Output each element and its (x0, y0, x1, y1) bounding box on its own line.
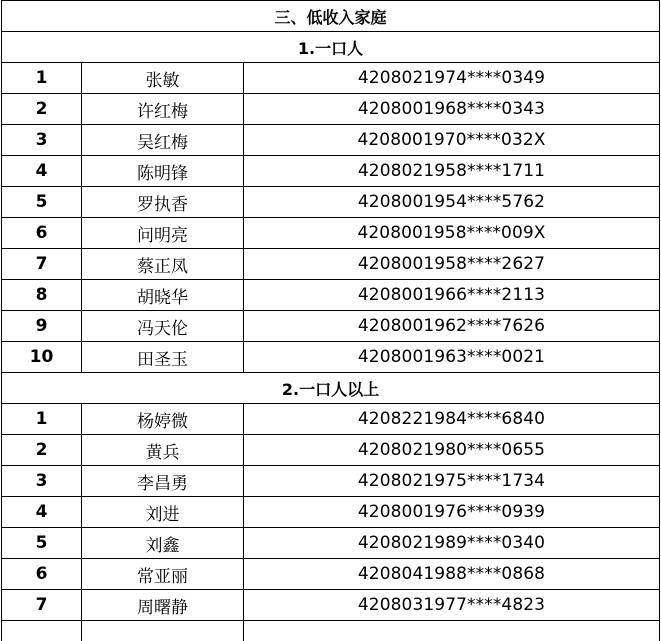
empty-cell (82, 621, 244, 641)
table-row (2, 311, 660, 342)
row-number: 4 (2, 497, 82, 528)
id-number: 4208001976****0939 (244, 497, 660, 528)
table-row (2, 342, 660, 373)
table-row (2, 404, 660, 435)
id-number: 4208021974****0349 (244, 63, 660, 94)
person-name: 冯天伦 (82, 311, 244, 342)
table-row (2, 249, 660, 280)
id-number: 4208001958****2627 (244, 249, 660, 280)
table-row (2, 218, 660, 249)
table-row (2, 528, 660, 559)
person-name: 陈明锋 (82, 156, 244, 187)
row-number: 1 (2, 63, 82, 94)
table-row (2, 497, 660, 528)
id-number: 4208221984****6840 (244, 404, 660, 435)
section-heading: 2.一口人以上 (2, 373, 660, 404)
row-number: 2 (2, 94, 82, 125)
table-title-row (2, 1, 660, 32)
row-number: 7 (2, 590, 82, 621)
id-number: 4208001962****7626 (244, 311, 660, 342)
person-name: 刘鑫 (82, 528, 244, 559)
person-name: 李昌勇 (82, 466, 244, 497)
table-row (2, 94, 660, 125)
person-name: 吴红梅 (82, 125, 244, 156)
row-number: 9 (2, 311, 82, 342)
table-row (2, 63, 660, 94)
table-row (2, 466, 660, 497)
id-number: 4208001970****032X (244, 125, 660, 156)
person-name: 黄兵 (82, 435, 244, 466)
id-number: 4208041988****0868 (244, 559, 660, 590)
person-name: 周曙静 (82, 590, 244, 621)
table-row (2, 280, 660, 311)
person-name: 问明亮 (82, 218, 244, 249)
id-number: 4208001958****009X (244, 218, 660, 249)
person-name: 常亚丽 (82, 559, 244, 590)
section-heading-row (2, 373, 660, 404)
id-number: 4208021980****0655 (244, 435, 660, 466)
table-title: 三、低收入家庭 (2, 1, 660, 32)
low-income-household-table (1, 0, 660, 641)
id-number: 4208031977****4823 (244, 590, 660, 621)
person-name: 杨婷微 (82, 404, 244, 435)
person-name: 许红梅 (82, 94, 244, 125)
table-row (2, 559, 660, 590)
row-number: 3 (2, 466, 82, 497)
person-name: 胡晓华 (82, 280, 244, 311)
person-name: 田圣玉 (82, 342, 244, 373)
table-body (2, 1, 660, 641)
row-number: 7 (2, 249, 82, 280)
person-name: 刘进 (82, 497, 244, 528)
table-row (2, 187, 660, 218)
empty-cell (2, 621, 82, 641)
row-number: 1 (2, 404, 82, 435)
row-number: 5 (2, 187, 82, 218)
table-row (2, 156, 660, 187)
id-number: 4208001963****0021 (244, 342, 660, 373)
table-row (2, 435, 660, 466)
table-row (2, 590, 660, 621)
table-row-partial (2, 621, 660, 641)
id-number: 4208001966****2113 (244, 280, 660, 311)
row-number: 4 (2, 156, 82, 187)
id-number: 4208021975****1734 (244, 466, 660, 497)
person-name: 蔡正凤 (82, 249, 244, 280)
row-number: 6 (2, 559, 82, 590)
row-number: 10 (2, 342, 82, 373)
row-number: 5 (2, 528, 82, 559)
id-number: 4208001968****0343 (244, 94, 660, 125)
section-heading-row (2, 32, 660, 63)
person-name: 张敏 (82, 63, 244, 94)
person-name: 罗执香 (82, 187, 244, 218)
table-row (2, 125, 660, 156)
row-number: 3 (2, 125, 82, 156)
row-number: 8 (2, 280, 82, 311)
section-heading: 1.一口人 (2, 32, 660, 63)
empty-cell (244, 621, 660, 641)
id-number: 4208021989****0340 (244, 528, 660, 559)
id-number: 4208021958****1711 (244, 156, 660, 187)
id-number: 4208001954****5762 (244, 187, 660, 218)
row-number: 6 (2, 218, 82, 249)
row-number: 2 (2, 435, 82, 466)
